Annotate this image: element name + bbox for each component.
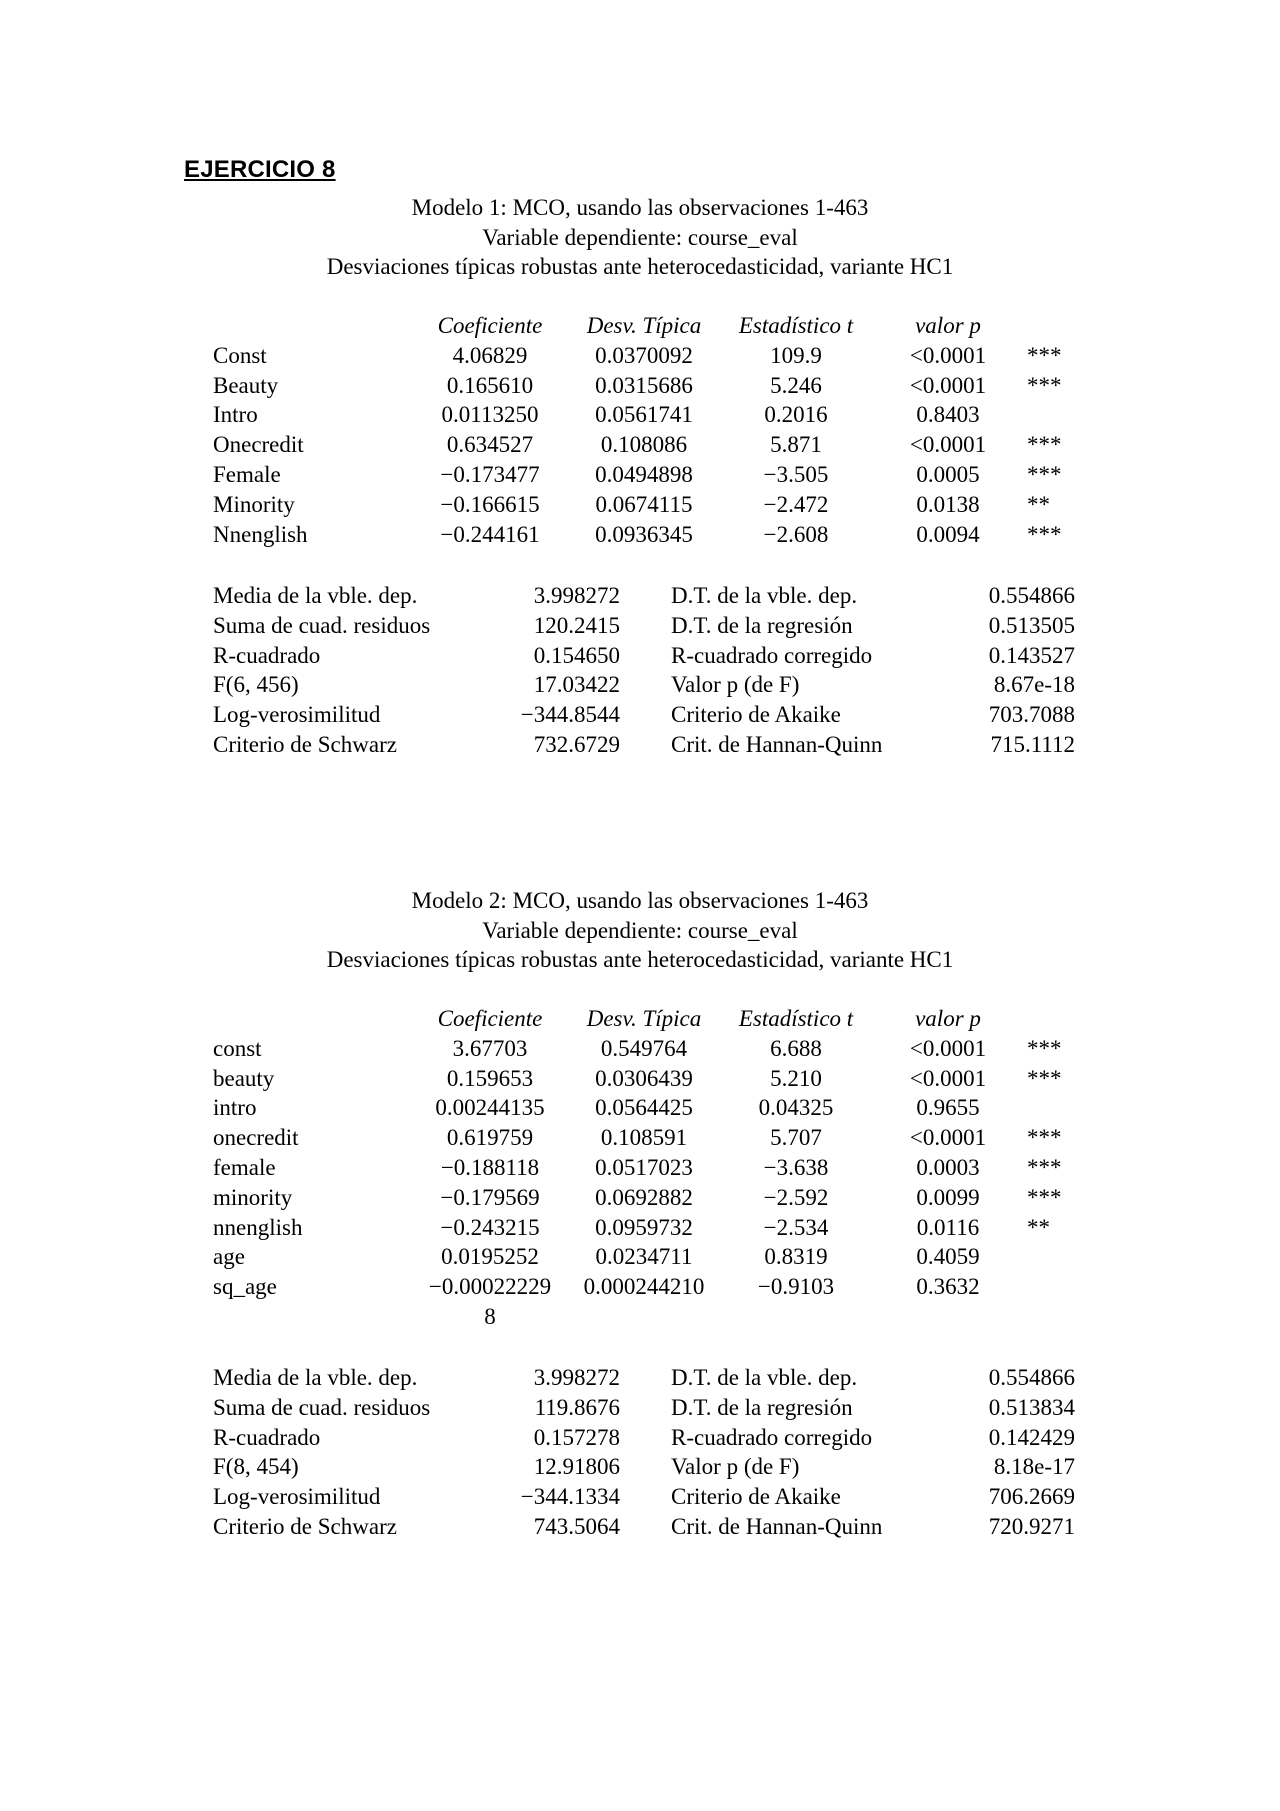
stats-row xyxy=(0,700,1280,730)
header-p: valor p xyxy=(915,313,981,338)
model-2-coefficient-table xyxy=(0,1004,1280,1332)
stat-value: 703.7088 xyxy=(988,702,1075,728)
p-value: 0.0003 xyxy=(916,1154,980,1180)
se-value: 0.0959732 xyxy=(595,1214,693,1240)
coef-value: −0.173477 xyxy=(440,461,540,487)
stat-value: 706.2669 xyxy=(988,1484,1075,1510)
t-value: 0.8319 xyxy=(764,1244,828,1270)
table-row xyxy=(0,1302,1280,1332)
se-value: 0.108591 xyxy=(600,1125,688,1151)
table-row xyxy=(0,341,1280,371)
var-name: Female xyxy=(213,461,281,487)
coef-value: 0.0195252 xyxy=(441,1244,539,1270)
stat-label: Criterio de Akaike xyxy=(671,1484,841,1510)
var-name: age xyxy=(213,1244,245,1270)
stat-label: Media de la vble. dep. xyxy=(213,583,418,608)
stat-value: 120.2415 xyxy=(533,612,620,638)
stat-value: 0.154650 xyxy=(533,642,620,668)
stats-row xyxy=(0,1393,1280,1423)
stat-label: Suma de cuad. residuos xyxy=(213,1394,431,1420)
var-name: beauty xyxy=(213,1065,275,1091)
se-value: 0.0517023 xyxy=(595,1154,693,1180)
model-1-coefficient-table xyxy=(0,311,1280,549)
t-value: −0.9103 xyxy=(757,1274,835,1300)
table-row xyxy=(0,430,1280,460)
stat-label: R-cuadrado xyxy=(213,1424,321,1450)
stat-label: D.T. de la vble. dep. xyxy=(671,1365,858,1390)
stat-value: 8.18e-17 xyxy=(993,1454,1075,1480)
stats-row xyxy=(0,581,1280,611)
var-name: Onecredit xyxy=(213,432,304,458)
var-name: Intro xyxy=(213,402,258,428)
table-row xyxy=(0,1093,1280,1123)
stat-value: 720.9271 xyxy=(988,1513,1075,1539)
coef-value: 0.165610 xyxy=(446,372,534,398)
se-value: 0.0306439 xyxy=(595,1065,693,1091)
stat-value: 3.998272 xyxy=(533,1365,620,1390)
table-row xyxy=(0,1213,1280,1243)
p-value: 0.0116 xyxy=(916,1214,980,1240)
stats-row xyxy=(0,611,1280,641)
p-value: 0.0138 xyxy=(916,491,980,517)
t-value: 5.210 xyxy=(770,1065,822,1091)
model-1-titles xyxy=(0,193,1280,282)
coef-value: −0.166615 xyxy=(440,491,540,517)
significance-stars: *** xyxy=(1027,1065,1062,1091)
table-row xyxy=(0,1034,1280,1064)
p-value: <0.0001 xyxy=(909,342,987,368)
table-row xyxy=(0,1153,1280,1183)
se-value: 0.0936345 xyxy=(595,521,693,547)
stat-label: Suma de cuad. residuos xyxy=(213,612,431,638)
std-error-note: Desviaciones típicas robustas ante heterocedasticidad, variante HC1 xyxy=(326,254,954,279)
t-value: 5.246 xyxy=(770,372,822,398)
coef-value: 4.06829 xyxy=(452,342,528,368)
t-value: −2.472 xyxy=(763,491,829,517)
var-name: intro xyxy=(213,1095,257,1121)
significance-stars: *** xyxy=(1027,372,1062,398)
se-value: 0.0564425 xyxy=(595,1095,693,1121)
significance-stars: *** xyxy=(1027,1154,1062,1180)
stat-value: 715.1112 xyxy=(990,731,1075,757)
stat-label: Criterio de Schwarz xyxy=(213,731,397,757)
se-value: 0.000244210 xyxy=(583,1274,705,1300)
model-2-summary-stats xyxy=(0,1363,1280,1542)
stat-label: D.T. de la regresión xyxy=(671,612,853,638)
table-row xyxy=(0,1123,1280,1153)
significance-stars: *** xyxy=(1027,521,1062,547)
var-name: nnenglish xyxy=(213,1214,303,1240)
header-p: valor p xyxy=(915,1006,981,1031)
p-value: <0.0001 xyxy=(909,1035,987,1061)
t-value: −2.592 xyxy=(763,1184,829,1210)
coef-value: 0.00244135 xyxy=(435,1095,545,1121)
model-2 xyxy=(0,886,1280,975)
header-coef: Coeficiente xyxy=(437,313,543,338)
t-value: −3.505 xyxy=(763,461,829,487)
coef-value: 0.0113250 xyxy=(441,402,539,428)
header-coef: Coeficiente xyxy=(437,1006,543,1031)
coef-value: 0.634527 xyxy=(446,432,534,458)
stat-value: 743.5064 xyxy=(533,1513,620,1539)
p-value: <0.0001 xyxy=(909,1065,987,1091)
header-se: Desv. Típica xyxy=(586,313,702,338)
p-value: 0.3632 xyxy=(916,1274,980,1300)
table-header xyxy=(0,311,1280,341)
stat-value: 0.554866 xyxy=(988,583,1075,608)
p-value: 0.0005 xyxy=(916,461,980,487)
stat-value: 732.6729 xyxy=(533,731,620,757)
coef-value: −0.188118 xyxy=(440,1154,540,1180)
se-value: 0.0494898 xyxy=(595,461,693,487)
table-row xyxy=(0,400,1280,430)
table-row xyxy=(0,1272,1280,1302)
se-value: 0.549764 xyxy=(600,1035,688,1061)
t-value: −3.638 xyxy=(763,1154,829,1180)
stat-label: R-cuadrado corregido xyxy=(671,642,873,668)
var-name: Const xyxy=(213,342,267,368)
se-value: 0.0315686 xyxy=(595,372,693,398)
coef-value: 0.619759 xyxy=(446,1125,534,1151)
header-t: Estadístico t xyxy=(738,1006,854,1031)
t-value: 5.707 xyxy=(770,1125,822,1151)
se-value: 0.0561741 xyxy=(595,402,693,428)
t-value: −2.534 xyxy=(763,1214,829,1240)
significance-stars: *** xyxy=(1027,1184,1062,1210)
significance-stars: *** xyxy=(1027,461,1062,487)
table-row xyxy=(0,371,1280,401)
stat-label: Log-verosimilitud xyxy=(213,1484,381,1510)
var-name: minority xyxy=(213,1184,293,1210)
se-value: 0.108086 xyxy=(600,432,688,458)
var-name: female xyxy=(213,1154,276,1180)
t-value: 5.871 xyxy=(770,432,822,458)
se-value: 0.0370092 xyxy=(595,342,693,368)
stat-label: Criterio de Akaike xyxy=(671,702,841,728)
stats-row xyxy=(0,1452,1280,1482)
p-value: 0.0094 xyxy=(916,521,980,547)
stat-label: Crit. de Hannan-Quinn xyxy=(671,731,883,757)
t-value: 6.688 xyxy=(770,1035,822,1061)
stat-label: F(6, 456) xyxy=(213,672,299,698)
stat-label: R-cuadrado corregido xyxy=(671,1424,873,1450)
stat-value: 12.91806 xyxy=(533,1454,620,1480)
model-1 xyxy=(0,193,1280,282)
model-1-summary-stats xyxy=(0,581,1280,760)
stats-row xyxy=(0,1363,1280,1393)
var-name: sq_age xyxy=(213,1274,277,1300)
stat-label: Valor p (de F) xyxy=(671,672,800,698)
std-error-note: Desviaciones típicas robustas ante heterocedasticidad, variante HC1 xyxy=(326,947,954,972)
significance-stars: *** xyxy=(1027,342,1062,368)
coef-value: 8 xyxy=(484,1303,496,1329)
stat-value: −344.1334 xyxy=(520,1484,620,1510)
stat-label: Valor p (de F) xyxy=(671,1454,800,1480)
stats-row xyxy=(0,670,1280,700)
stat-value: 119.8676 xyxy=(534,1394,620,1420)
table-header xyxy=(0,1004,1280,1034)
stat-value: 0.513505 xyxy=(988,612,1075,638)
t-value: 0.2016 xyxy=(764,402,828,428)
significance-stars: *** xyxy=(1027,1125,1062,1151)
page-heading: EJERCICIO 8 xyxy=(184,156,336,183)
stats-row xyxy=(0,1512,1280,1542)
table-row xyxy=(0,520,1280,550)
model-title: Modelo 1: MCO, usando las observaciones 1-463 xyxy=(411,195,869,220)
stat-value: 0.142429 xyxy=(988,1424,1075,1450)
stats-row xyxy=(0,1482,1280,1512)
coef-value: −0.179569 xyxy=(440,1184,540,1210)
stat-value: 17.03422 xyxy=(533,672,620,698)
stats-row xyxy=(0,730,1280,760)
dependent-variable: Variable dependiente: course_eval xyxy=(482,917,798,943)
coef-value: −0.243215 xyxy=(440,1214,540,1240)
stat-value: 0.143527 xyxy=(988,642,1075,668)
coef-value: 0.159653 xyxy=(446,1065,534,1091)
header-t: Estadístico t xyxy=(738,313,854,338)
stat-label: D.T. de la vble. dep. xyxy=(671,583,858,608)
stat-value: 0.157278 xyxy=(533,1424,620,1450)
coef-value: 3.67703 xyxy=(452,1035,528,1061)
significance-stars: *** xyxy=(1027,432,1062,458)
stat-value: 0.554866 xyxy=(988,1365,1075,1390)
t-value: −2.608 xyxy=(763,521,829,547)
stats-row xyxy=(0,1423,1280,1453)
coef-value: −0.244161 xyxy=(440,521,540,547)
t-value: 109.9 xyxy=(770,342,822,368)
stat-value: 3.998272 xyxy=(533,583,620,608)
se-value: 0.0692882 xyxy=(595,1184,693,1210)
stat-label: Crit. de Hannan-Quinn xyxy=(671,1513,883,1539)
t-value: 0.04325 xyxy=(758,1095,834,1121)
table-row xyxy=(0,1183,1280,1213)
stat-value: −344.8544 xyxy=(520,702,620,728)
var-name: const xyxy=(213,1035,262,1061)
p-value: <0.0001 xyxy=(909,432,987,458)
header-se: Desv. Típica xyxy=(586,1006,702,1031)
stat-value: 8.67e-18 xyxy=(993,672,1075,698)
stat-label: Media de la vble. dep. xyxy=(213,1365,418,1390)
p-value: <0.0001 xyxy=(909,372,987,398)
var-name: Minority xyxy=(213,491,295,517)
significance-stars: ** xyxy=(1027,1214,1050,1240)
table-row xyxy=(0,460,1280,490)
significance-stars: *** xyxy=(1027,1035,1062,1061)
table-row xyxy=(0,1242,1280,1272)
var-name: Nnenglish xyxy=(213,521,308,547)
p-value: 0.8403 xyxy=(916,402,980,428)
significance-stars: ** xyxy=(1027,491,1050,517)
stat-label: R-cuadrado xyxy=(213,642,321,668)
stat-label: F(8, 454) xyxy=(213,1454,299,1480)
stat-label: Log-verosimilitud xyxy=(213,702,381,728)
stats-row xyxy=(0,641,1280,671)
dependent-variable: Variable dependiente: course_eval xyxy=(482,224,798,250)
stat-value: 0.513834 xyxy=(988,1394,1075,1420)
p-value: 0.0099 xyxy=(916,1184,980,1210)
stat-label: D.T. de la regresión xyxy=(671,1394,853,1420)
var-name: onecredit xyxy=(213,1125,299,1151)
p-value: 0.9655 xyxy=(916,1095,980,1121)
table-row xyxy=(0,1064,1280,1094)
var-name: Beauty xyxy=(213,372,279,398)
model-2-titles xyxy=(0,886,1280,975)
p-value: 0.4059 xyxy=(916,1244,980,1270)
table-row xyxy=(0,490,1280,520)
p-value: <0.0001 xyxy=(909,1125,987,1151)
coef-value: −0.00022229 xyxy=(428,1274,552,1300)
model-title: Modelo 2: MCO, usando las observaciones 1-463 xyxy=(411,888,869,913)
se-value: 0.0234711 xyxy=(595,1244,693,1270)
stat-label: Criterio de Schwarz xyxy=(213,1513,397,1539)
se-value: 0.0674115 xyxy=(595,491,693,517)
